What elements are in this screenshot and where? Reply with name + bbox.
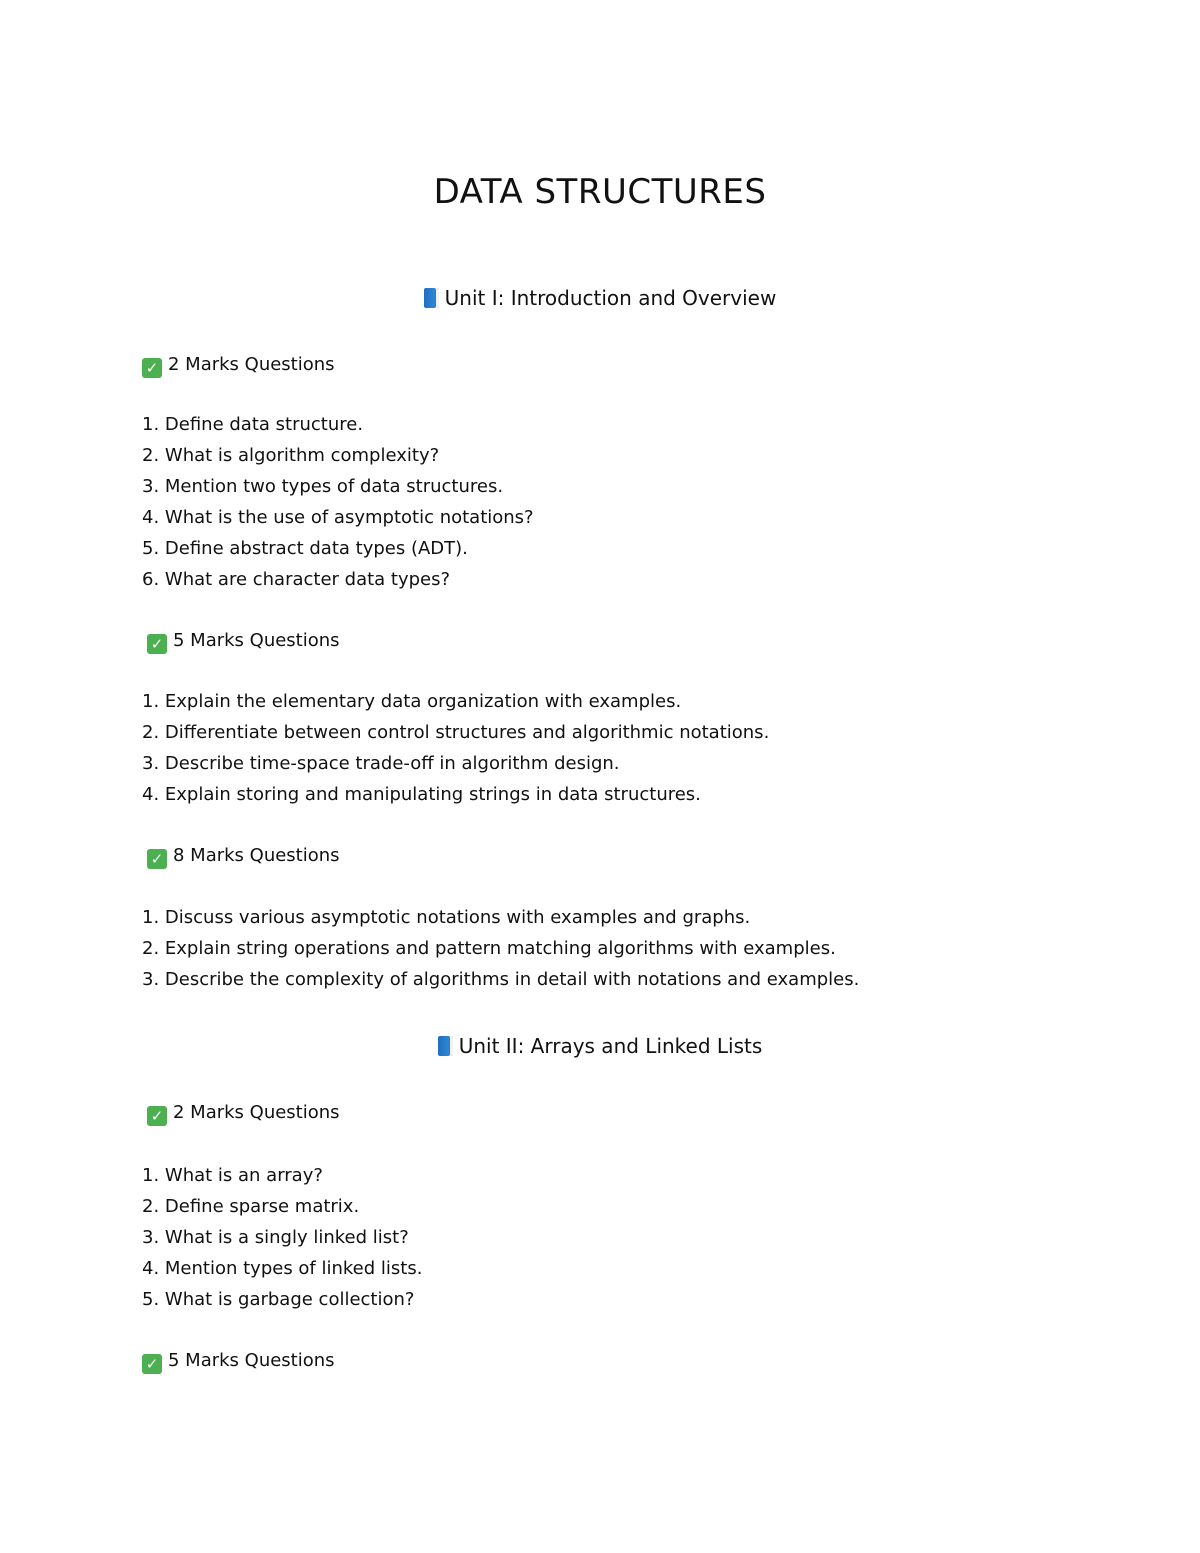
question-item: 2. Differentiate between control structures and algorithmic notations. [142, 722, 770, 743]
question-item: 4. Mention types of linked lists. [142, 1258, 423, 1279]
question-list [142, 1163, 422, 1318]
marks-heading-text: 5 Marks Questions [168, 1350, 335, 1371]
page-title: DATA STRUCTURES [433, 172, 767, 212]
question-item: 2. What is algorithm complexity? [142, 445, 440, 466]
marks-heading [142, 1348, 335, 1374]
unit-heading-text: Unit II: Arrays and Linked Lists [458, 1034, 763, 1058]
marks-heading-text: 2 Marks Questions [168, 354, 335, 375]
question-item: 3. Describe time-space trade-off in algorithm design. [142, 753, 620, 774]
unit-heading-text: Unit I: Introduction and Overview [444, 286, 777, 310]
question-item: 1. Discuss various asymptotic notations with examples and graphs. [142, 907, 751, 928]
check-mark-icon: ✓ [147, 634, 167, 654]
question-item: 1. Explain the elementary data organization with examples. [142, 691, 682, 712]
question-item: 3. Describe the complexity of algorithms in detail with notations and examples. [142, 969, 860, 990]
question-item: 2. Explain string operations and pattern matching algorithms with examples. [142, 938, 836, 959]
question-item: 3. Mention two types of data structures. [142, 476, 504, 497]
question-list [142, 905, 859, 998]
question-item: 5. Define abstract data types (ADT). [142, 538, 468, 559]
marks-heading [147, 843, 340, 869]
blue-book-icon [438, 1036, 453, 1056]
marks-heading [147, 628, 340, 654]
question-list [142, 689, 769, 813]
unit-heading [0, 284, 1200, 312]
marks-heading [147, 1100, 340, 1126]
check-mark-icon: ✓ [142, 1354, 162, 1374]
marks-heading-text: 5 Marks Questions [173, 630, 340, 651]
question-item: 2. Define sparse matrix. [142, 1196, 360, 1217]
question-item: 6. What are character data types? [142, 569, 451, 590]
check-mark-icon: ✓ [147, 849, 167, 869]
question-item: 1. What is an array? [142, 1165, 323, 1186]
marks-heading-text: 8 Marks Questions [173, 845, 340, 866]
question-list [142, 412, 534, 598]
marks-heading [142, 352, 335, 378]
check-mark-icon: ✓ [147, 1106, 167, 1126]
marks-heading-text: 2 Marks Questions [173, 1102, 340, 1123]
question-item: 3. What is a singly linked list? [142, 1227, 409, 1248]
question-item: 4. What is the use of asymptotic notations? [142, 507, 534, 528]
blue-book-icon [424, 288, 439, 308]
unit-heading [0, 1032, 1200, 1060]
question-item: 1. Define data structure. [142, 414, 364, 435]
question-item: 4. Explain storing and manipulating strings in data structures. [142, 784, 701, 805]
question-item: 5. What is garbage collection? [142, 1289, 415, 1310]
check-mark-icon: ✓ [142, 358, 162, 378]
